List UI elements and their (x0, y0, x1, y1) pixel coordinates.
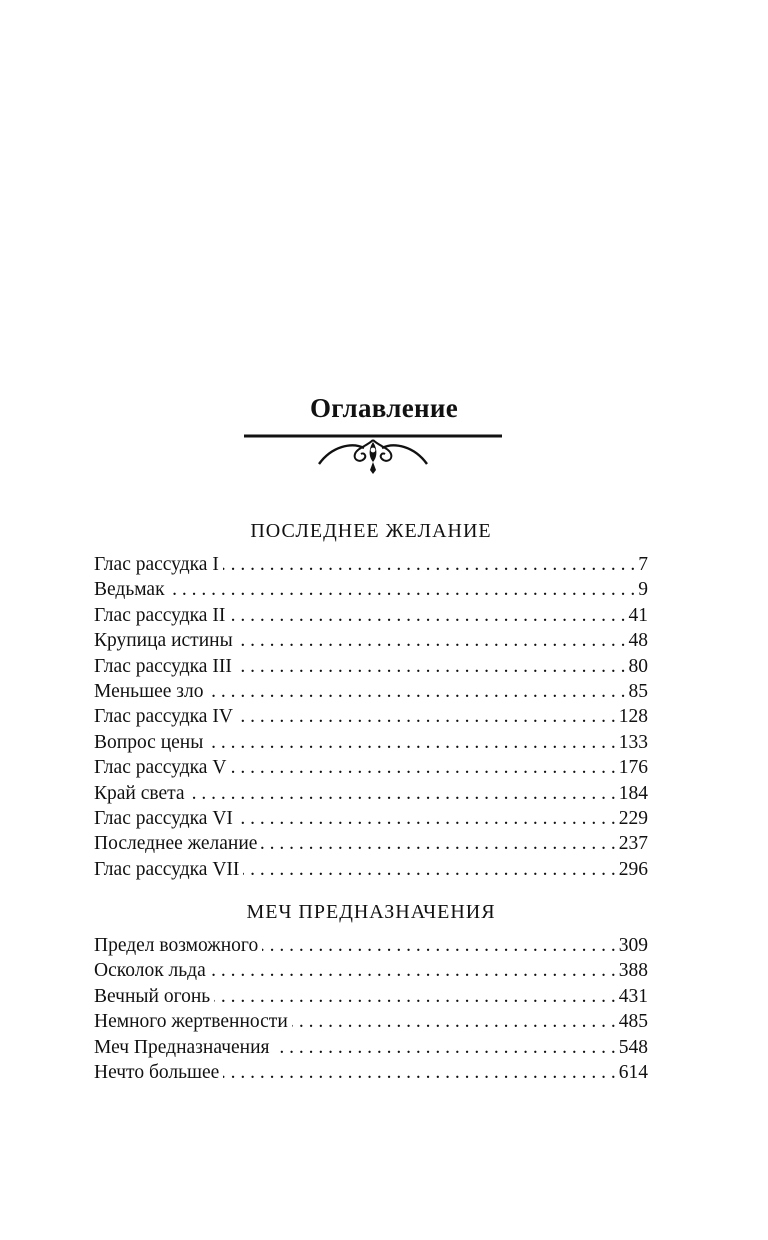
dot-leader (292, 1009, 616, 1034)
toc-entry-page-number: 237 (618, 833, 648, 855)
toc-entry-title: Глас рассудка I (94, 554, 219, 575)
toc-entry-page-number: 48 (628, 630, 648, 652)
dot-leader (237, 628, 626, 653)
toc-entry-title: Немного жертвенности (94, 1011, 288, 1033)
toc-entry-title: Глас рассудка IV (94, 706, 233, 728)
toc-entry[interactable] (94, 1009, 648, 1034)
toc-entry[interactable] (94, 577, 648, 602)
toc-entry-title: Последнее желание (94, 833, 258, 855)
toc-entry-title: Глас рассудка III (94, 655, 232, 677)
toc-entry-title: Ведьмак (94, 579, 165, 601)
toc-entry-title: Нечто большее (94, 1061, 220, 1083)
page-title: Оглавление (310, 393, 458, 423)
toc-entry-page-number: 9 (638, 579, 648, 601)
toc-entry[interactable] (94, 857, 648, 882)
dot-leader (261, 831, 615, 856)
toc-entry-title: Глас рассудка VII (94, 858, 240, 880)
toc-entry-page-number: 184 (618, 782, 648, 804)
toc-entry[interactable] (94, 806, 648, 831)
toc-entry-title: Предел возможного (94, 935, 259, 956)
toc-entry-page-number: 614 (618, 1061, 648, 1083)
toc-entry-page-number: 41 (628, 604, 648, 626)
toc-entry-title: Глас рассудка VI (94, 807, 233, 829)
toc-entry-page-number: 296 (618, 858, 648, 880)
dot-leader (223, 1060, 615, 1085)
toc-entry-page-number: 309 (618, 935, 648, 956)
toc-entry-page-number: 388 (618, 960, 648, 982)
toc-entry[interactable] (94, 654, 648, 679)
toc-entry[interactable] (94, 781, 648, 806)
toc-entry[interactable] (94, 552, 648, 577)
dot-leader (207, 679, 625, 704)
toc-entry-page-number: 431 (618, 985, 648, 1007)
toc-entry-title: Глас рассудка II (94, 604, 226, 626)
toc-entry-title: Меч Предназначения (94, 1036, 270, 1058)
dot-leader (274, 1035, 616, 1060)
toc-entry[interactable] (94, 1060, 648, 1085)
section-title: ПОСЛЕДНЕЕ ЖЕЛАНИЕ (250, 520, 492, 542)
toc-entry[interactable] (94, 628, 648, 653)
dot-leader (189, 781, 616, 806)
toc-entry-page-number: 7 (638, 554, 648, 575)
dot-leader (237, 806, 616, 831)
toc-entry-title: Край света (94, 782, 185, 804)
toc-entry[interactable] (94, 831, 648, 856)
toc-entry-page-number: 548 (618, 1036, 648, 1058)
toc-entry-title: Глас рассудка V (94, 757, 227, 779)
toc-entries (94, 552, 648, 882)
toc-entry[interactable] (94, 958, 648, 983)
toc-entry-title: Крупица истины (94, 630, 233, 652)
dot-leader (243, 857, 615, 882)
ornament-divider-icon (244, 428, 502, 476)
dot-leader (210, 958, 616, 983)
toc-entry-title: Осколок льда (94, 960, 206, 982)
toc-entry-page-number: 176 (618, 757, 648, 779)
section-title: МЕЧ ПРЕДНАЗНАЧЕНИЯ (246, 901, 496, 923)
toc-entry-page-number: 80 (628, 655, 648, 677)
toc-entry-title: Вечный огонь (94, 985, 211, 1007)
dot-leader (230, 755, 615, 780)
dot-leader (229, 603, 625, 628)
toc-entry-title: Меньшее зло (94, 680, 204, 702)
dot-leader (262, 933, 616, 958)
toc-entry[interactable] (94, 603, 648, 628)
dot-leader (236, 654, 626, 679)
dot-leader (237, 704, 616, 729)
toc-entry[interactable] (94, 679, 648, 704)
toc-entry-page-number: 128 (618, 706, 648, 728)
toc-entry[interactable] (94, 755, 648, 780)
toc-entry-title: Вопрос цены (94, 731, 204, 753)
toc-entry[interactable] (94, 984, 648, 1009)
dot-leader (207, 730, 615, 755)
toc-entry-page-number: 229 (618, 807, 648, 829)
toc-entry[interactable] (94, 730, 648, 755)
toc-entry[interactable] (94, 933, 648, 958)
toc-section-sword-of-destiny (94, 899, 648, 1085)
toc-entries (94, 933, 648, 1085)
dot-leader (169, 577, 636, 602)
toc-entry[interactable] (94, 1035, 648, 1060)
toc-entry-page-number: 133 (618, 731, 648, 753)
toc-entry[interactable] (94, 704, 648, 729)
toc-entry-page-number: 85 (628, 680, 648, 702)
toc-entry-page-number: 485 (618, 1011, 648, 1033)
dot-leader (223, 552, 635, 577)
toc-section-last-wish (94, 518, 648, 882)
dot-leader (214, 984, 616, 1009)
